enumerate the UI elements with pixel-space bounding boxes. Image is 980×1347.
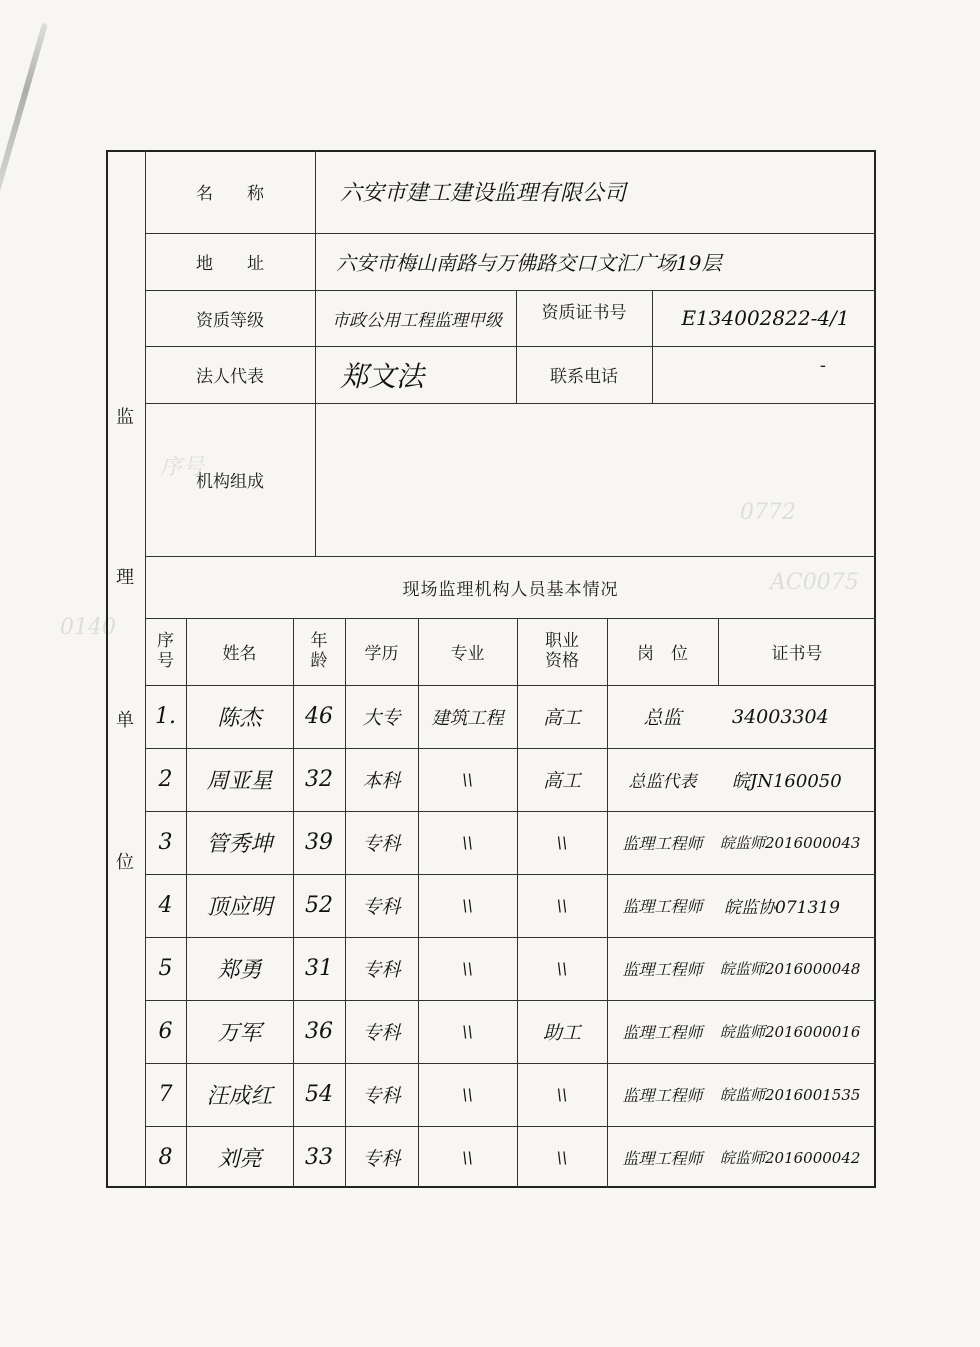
side-label-char: 理: [116, 567, 134, 588]
row-education: 专科: [362, 833, 401, 855]
row-seq: 5: [158, 956, 173, 981]
qualification-value: 市政公用工程监理甲级: [332, 310, 502, 331]
cert-number-value: E134002822-4/1: [681, 306, 850, 330]
row-post: 监理工程师: [622, 834, 703, 853]
row-seq: 1.: [155, 704, 176, 729]
row-post: 总监: [643, 707, 682, 729]
row-seq: 7: [158, 1082, 173, 1107]
row-qualification: \\: [556, 1085, 568, 1104]
row-major: \\: [462, 1147, 473, 1167]
row-education: 专科: [362, 896, 401, 918]
header-qualification: 职业 资格: [545, 630, 579, 671]
header-major: 专业: [450, 644, 485, 664]
header-education: 学历: [364, 644, 399, 664]
row-name: 顶应明: [206, 895, 273, 920]
row-education: 专科: [362, 1085, 401, 1107]
row-age: 54: [305, 1082, 333, 1107]
row-qualification: \\: [556, 959, 568, 978]
address-value: 六安市梅山南路与万佛路交口文汇广场19层: [336, 251, 722, 275]
row-qualification: \\: [556, 833, 568, 852]
row-age: 31: [305, 956, 333, 981]
row-post: 总监代表: [628, 772, 697, 792]
bleed-through-mark: AC0075: [770, 570, 859, 595]
row-cert: 皖监师2016000042: [720, 1148, 861, 1167]
side-label-char: 位: [116, 852, 134, 873]
row-cert: 皖监师2016001535: [720, 1086, 861, 1104]
name-label: 名 称: [196, 184, 264, 204]
row-cert: 皖监师2016000043: [720, 834, 861, 852]
row-major: \\: [462, 896, 473, 915]
row-post: 监理工程师: [622, 1023, 703, 1042]
row-cert: 皖监师2016000048: [720, 960, 861, 978]
side-label-char: 单: [116, 710, 134, 731]
company-name: 六安市建工建设监理有限公司: [340, 181, 627, 206]
row-cert: 皖监协071319: [724, 898, 840, 918]
row-name: 刘亮: [217, 1146, 262, 1172]
staff-section-title: 现场监理机构人员基本情况: [402, 579, 619, 600]
address-label: 地 址: [196, 254, 264, 274]
phone-label: 联系电话: [550, 367, 618, 387]
row-post: 监理工程师: [622, 1086, 703, 1105]
row-qualification: 高工: [542, 770, 581, 792]
header-age: 年 龄: [310, 630, 328, 671]
row-age: 33: [305, 1144, 333, 1170]
row-seq: 6: [158, 1019, 173, 1044]
row-major: \\: [462, 770, 473, 789]
row-age: 52: [305, 893, 333, 918]
header-name: 姓名: [222, 644, 257, 664]
row-cert: 皖监师2016000016: [720, 1023, 861, 1041]
header-seq: 序 号: [157, 630, 174, 671]
row-age: 46: [305, 704, 333, 729]
row-education: 专科: [362, 1147, 401, 1170]
legal-rep-label: 法人代表: [196, 367, 264, 387]
row-qualification: \\: [556, 896, 568, 915]
row-education: 大专: [362, 707, 401, 729]
bleed-through-mark: 0772: [740, 500, 796, 525]
row-qualification: \\: [556, 1147, 568, 1167]
scan-streak: [0, 23, 48, 193]
row-seq: 2: [158, 767, 173, 792]
row-seq: 3: [158, 830, 173, 855]
row-education: 本科: [362, 770, 401, 792]
row-major: \\: [462, 833, 473, 852]
bleed-through-mark: 0140: [60, 615, 116, 640]
row-qualification: 助工: [542, 1022, 581, 1044]
row-seq: 4: [158, 893, 173, 918]
legal-rep-value: 郑文法: [340, 359, 425, 393]
row-major: \\: [462, 959, 473, 978]
header-post: 岗 位: [637, 644, 688, 664]
row-age: 36: [305, 1019, 333, 1044]
row-major: 建筑工程: [431, 707, 504, 729]
row-name: 陈杰: [217, 706, 262, 731]
header-cert: 证书号: [771, 644, 823, 664]
phone-value: -: [819, 356, 826, 376]
side-label-char: 监: [116, 407, 134, 428]
row-name: 管秀坤: [206, 832, 273, 857]
row-post: 监理工程师: [622, 897, 703, 916]
row-post: 监理工程师: [622, 960, 703, 979]
row-name: 周亚星: [206, 769, 273, 794]
row-age: 32: [305, 767, 333, 792]
row-name: 万军: [217, 1021, 262, 1046]
bleed-through-mark: 序号: [160, 455, 205, 480]
row-education: 专科: [362, 959, 401, 981]
row-qualification: 高工: [542, 707, 581, 729]
row-seq: 8: [158, 1144, 173, 1170]
row-cert: 皖JN160050: [732, 770, 842, 792]
row-major: \\: [462, 1022, 473, 1041]
qualification-label: 资质等级: [196, 310, 264, 331]
row-cert: 34003304: [732, 705, 829, 728]
row-name: 郑勇: [217, 958, 262, 983]
row-education: 专科: [362, 1022, 401, 1044]
row-name: 汪成红: [206, 1084, 273, 1109]
row-age: 39: [305, 830, 333, 855]
cert-number-label: 资质证书号: [541, 302, 627, 323]
row-major: \\: [462, 1085, 473, 1104]
org-composition-label: 机构组成: [196, 472, 264, 492]
row-post: 监理工程师: [622, 1148, 703, 1168]
